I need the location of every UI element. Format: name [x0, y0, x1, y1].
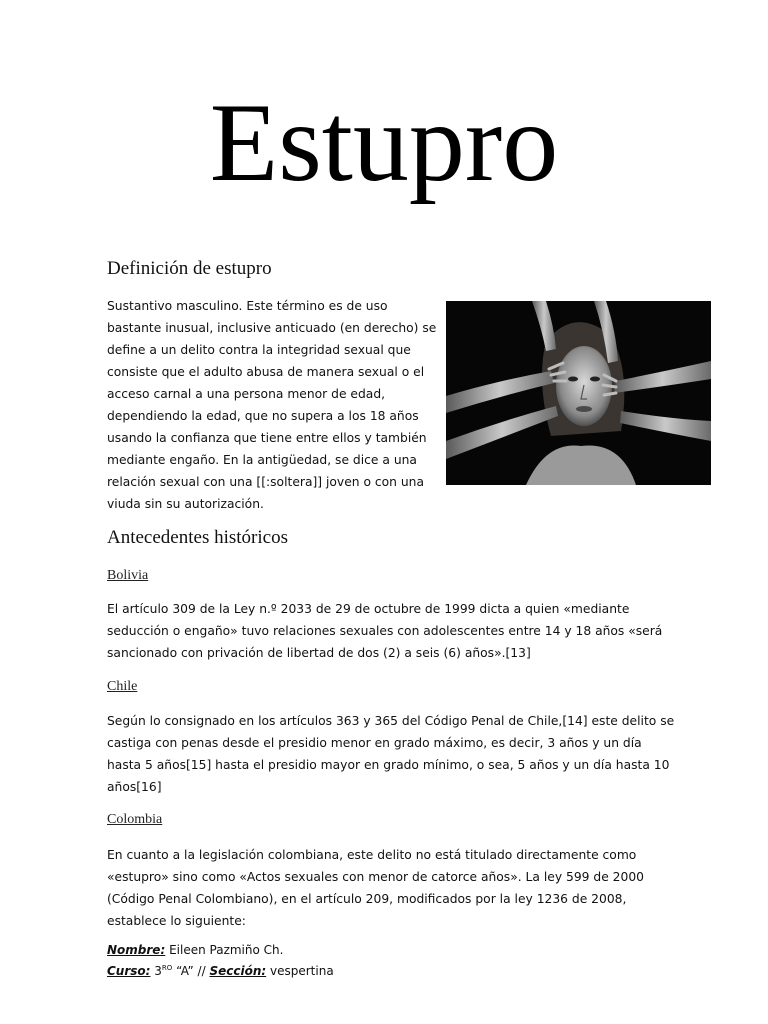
heading-antecedentes: Antecedentes históricos	[107, 527, 288, 548]
course-group: “A” //	[172, 964, 210, 978]
text-line: hasta 5 años[15] hasta el presidio mayor en grado mínimo, o sea, 5 años y un día hasta 10	[107, 758, 670, 772]
course-row	[107, 959, 334, 980]
author-name-label: Nombre:	[107, 943, 166, 957]
course-number: 3	[154, 964, 162, 978]
text-line: dependiendo la edad, que no supera a los 18 años	[107, 409, 419, 423]
text-line: relación sexual con una [[:soltera]] joven o con una	[107, 475, 425, 489]
text-line: «estupro» sino como «Actos sexuales con menor de catorce años». La ley 599 de 2000	[107, 870, 644, 884]
text-line: usando la confianza que tiene entre ellos y también	[107, 431, 427, 445]
text-line: acceso carnal a una persona menor de edad,	[107, 387, 386, 401]
section-label: Sección:	[209, 964, 267, 978]
paragraph-chile	[107, 710, 674, 798]
text-line: define a un delito contra la integridad sexual que	[107, 343, 411, 357]
text-line: viuda sin su autorización.	[107, 497, 264, 511]
text-line: bastante inusual, inclusive anticuado (en derecho) se	[107, 321, 437, 335]
paragraph-bolivia	[107, 598, 662, 664]
text-line: mediante engaño. En la antigüedad, se dice a una	[107, 453, 417, 467]
paragraph-definicion	[107, 295, 436, 515]
text-line: sancionado con privación de libertad de dos (2) a seis (6) años».[13]	[107, 646, 531, 660]
course-label: Curso:	[107, 964, 151, 978]
heading-definicion: Definición de estupro	[107, 258, 272, 279]
course-ordinal: RO	[161, 964, 173, 972]
subheading-bolivia: Bolivia	[107, 568, 149, 583]
text-line: Según lo consignado en los artículos 363 y 365 del Código Penal de Chile,[14] este delito se	[107, 714, 675, 728]
subheading-colombia: Colombia	[107, 812, 163, 827]
subheading-chile: Chile	[107, 679, 138, 694]
text-line: años[16]	[107, 780, 162, 794]
text-line: El artículo 309 de la Ley n.º 2033 de 29 de octubre de 1999 dicta a quien «mediante	[107, 602, 630, 616]
text-line: Sustantivo masculino. Este término es de uso	[107, 299, 388, 313]
text-line: seducción o engaño» tuvo relaciones sexuales con adolescentes entre 14 y 18 años «será	[107, 624, 663, 638]
text-line: En cuanto a la legislación colombiana, este delito no está titulado directamente como	[107, 848, 637, 862]
text-line: castiga con penas desde el presidio menor en grado máximo, es decir, 3 años y un día	[107, 736, 642, 750]
author-name-row	[107, 941, 334, 959]
paragraph-colombia	[107, 844, 644, 932]
document-title: Estupro	[209, 81, 559, 205]
section-value: vespertina	[270, 964, 334, 978]
text-line: consiste que el adulto abusa de manera sexual o el	[107, 365, 425, 379]
author-name-value: Eileen Pazmiño Ch.	[169, 943, 284, 957]
text-line: (Código Penal Colombiano), en el artículo 209, modificados por la ley 1236 de 2008,	[107, 892, 627, 906]
portrait-photo	[446, 301, 711, 485]
author-info	[107, 941, 334, 980]
photo-illustration	[446, 301, 711, 485]
text-line: establece lo siguiente:	[107, 914, 246, 928]
